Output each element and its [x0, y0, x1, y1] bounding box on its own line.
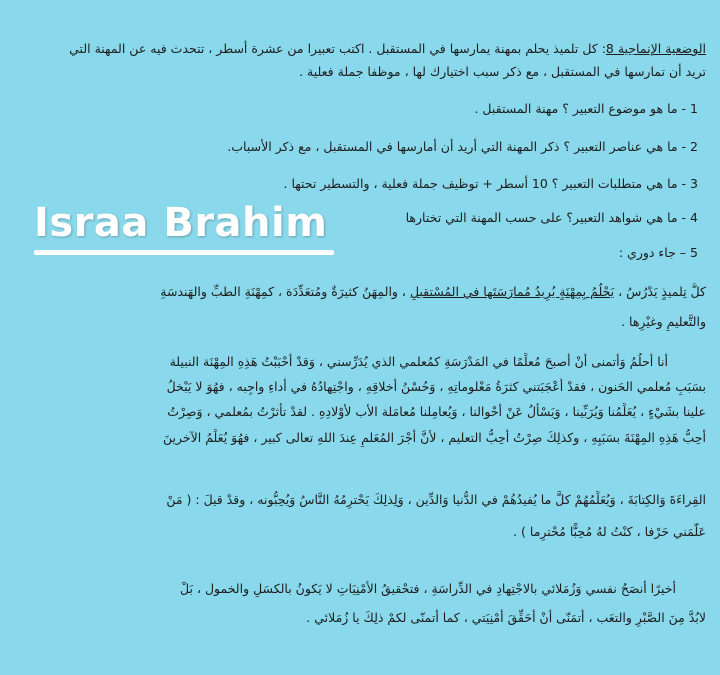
intro-line-1: [14, 283, 706, 301]
body-line-4: أحِبُّ هَذِهِ المِهْنَةَ بسَبَبِهِ ، وكذلِكَ صِرْتُ أحِبُّ التعليم ، لأنَّ أجْرَ المُعَلمِ عِندَ اللهِ تعالى كبير ، فهُوَ يُعَلِّمُ الآخرينَ: [163, 430, 706, 445]
question-4: 4 - ما هي شواهد التعبير؟ على حسب المهنة التي تختارها: [405, 210, 698, 225]
question-2: 2 - ما هي عناصر التعبير ؟ ذكر المهنة التي أريد أن أمارسها في المستقبل ، مع ذكر الأسباب.: [227, 139, 698, 154]
watermark-underline: [34, 250, 334, 255]
prompt-title: الوضعية الإنماجية 8: [605, 41, 706, 56]
body-line-6: عَلَّمَني حَرْفا ، كنْتُ لهُ مُحِبًّا مُحْترِما ) .: [513, 524, 706, 539]
question-5: 5 – جاء دوري :: [618, 245, 698, 260]
prompt-line-2: تريد أن تمارسها في المستقبل ، مع ذكر سبب اختيارك لها ، موظفا جملة فعلية .: [299, 64, 706, 79]
closing-line-2: لابُدَّ مِنَ الصَّبْرِ والتعَب ، أتمَنّى أنْ أحَقِّقَ أمْنِيَتي ، كما أتمنّى لكمْ ذلِكَ يا زُمَلائي .: [306, 610, 706, 625]
prompt-line-1: [14, 40, 706, 58]
prompt-text: : كل تلميذ يحلم بمهنة يمارسها في المستقبل . اكتب تعبيرا من عشرة أسطر ، تتحدث فيه عن المهنة التي: [69, 41, 606, 56]
intro-line-2: والتَّعليمِ وغيْرِها .: [621, 314, 706, 329]
question-3: 3 - ما هي متطلبات التعبير ؟ 10 أسطر + توظيف جملة فعلية ، والتسطير تحتها .: [283, 176, 698, 191]
underlined-verb-phrase: يَحْلُمُ بِمِهْنَةٍ يُرِيدُ مُمارَسَتَها في المُسْتقبلِ: [409, 284, 615, 299]
closing-line-1: أخيرًا أنصَحُ نفسي وَزُمَلائي بالاجْتِهادِ في الدِّراسَةِ ، فتحْقيقُ الأمْنِيَاتِ لا يَكونُ بالكسَلِ والخمول ، بَلْ: [180, 581, 676, 596]
intro-text-start: كلُّ تِلميذٍ يَدْرُسُ ،: [614, 284, 706, 299]
question-1: 1 - ما هو موضوع التعبير ؟ مهنة المستقبل .: [474, 101, 698, 116]
body-line-2: بسَبَبِ مُعلمي الحَنون ، فقدْ أعْجَبَتني كثرَةُ مَعْلوماتِهِ ، وَحُسْنُ أخلاقِهِ ، واجْتِهادُهُ في أداءِ واجِبه ، فهُوَ لا يَبْخلُ: [166, 379, 706, 394]
body-line-5: القِراءَةَ وَالكِتابَةَ ، وَيُعَلِّمُهُمْ كلَّ ما يُفيدُهُمْ في الدُّنيا وَالدِّين ، وَلِذلِكَ يَحْترِمُهُ النَّاسُ وَيُحِبُّونه ، وقدْ قيلَ : ( مَنْ: [166, 492, 706, 507]
body-line-3: علينا بشَيْءٍ ، يُعَلِّمُنا وَيُرَبِّينا ، وَيَسْألُ عَنْ أحْوالنا ، وَيُعامِلنا مُعامَلة الأب لأوْلادِهِ . لقدْ تأثرْتُ بمُعلمي ، وَصِرْتُ: [167, 404, 706, 419]
watermark-text: Israa Brahim: [34, 200, 328, 246]
body-line-1: أنا أحلُمُ وَأتمنى أنْ أصبحَ مُعلِّمًا في المَدْرَسَةِ كمُعلمي الذي يُدَرِّسني ، وَقدْ أحْبَبْتُ هَذِهِ المِهْنَة النبيلة: [169, 354, 668, 369]
intro-text-end: ، والمِهَنُ كثيرَةٌ ومُتعَدِّدَة ، كمِهْنَةِ الطبِّ والهَندسَةِ: [160, 284, 410, 299]
